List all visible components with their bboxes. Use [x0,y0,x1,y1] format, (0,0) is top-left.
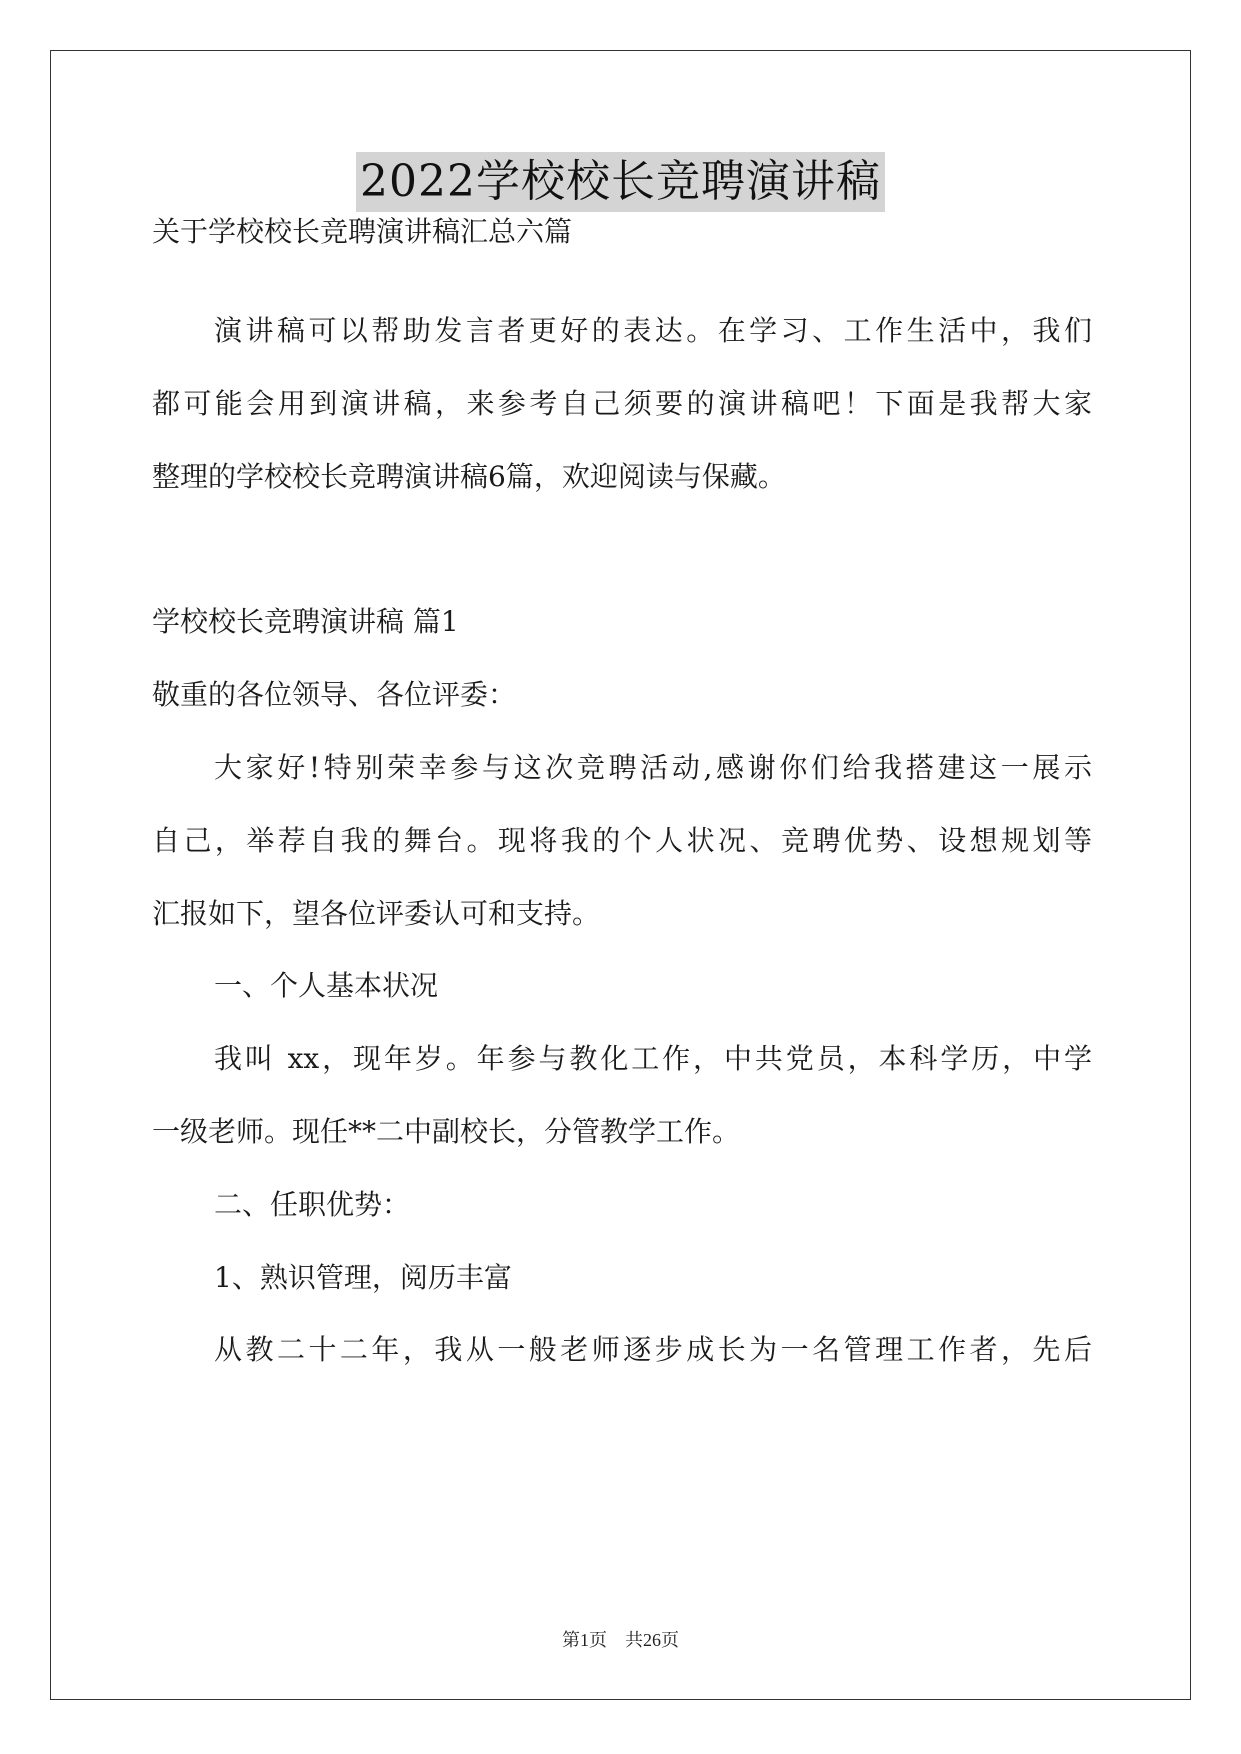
para2-line-1: 我叫 xx，现年岁。年参与教化工作，中共党员，本科学历，中学 [214,1042,1092,1075]
document-subtitle: 关于学校校长竞聘演讲稿汇总六篇 [152,215,573,248]
section-heading: 学校校长竞聘演讲稿 篇1 [152,605,459,638]
page-border [50,50,1191,1700]
para1-line-1: 大家好!特别荣幸参与这次竞聘活动,感谢你们给我搭建这一展示 [214,751,1092,784]
heading-management-experience: 1、熟识管理，阅历丰富 [214,1261,512,1294]
para1-line-3: 汇报如下，望各位评委认可和支持。 [152,897,601,930]
page-number: 第1页 [562,1630,607,1650]
document-title: 2022学校校长竞聘演讲稿 [356,152,885,212]
page-footer [0,1628,1241,1652]
page-total: 共26页 [625,1630,679,1650]
title-wrapper [0,152,1241,212]
salutation: 敬重的各位领导、各位评委： [152,678,517,711]
heading-personal-info: 一、个人基本状况 [214,969,439,1002]
para1-line-2: 自己，举荐自我的舞台。现将我的个人状况、竞聘优势、设想规划等 [152,824,1092,857]
heading-advantages: 二、任职优势： [214,1188,411,1221]
para3-line-1: 从教二十二年，我从一般老师逐步成长为一名管理工作者，先后 [214,1333,1092,1366]
intro-line-2: 都可能会用到演讲稿，来参考自己须要的演讲稿吧！下面是我帮大家 [152,387,1092,420]
intro-line-3: 整理的学校校长竞聘演讲稿6篇，欢迎阅读与保藏。 [152,460,786,493]
intro-line-1: 演讲稿可以帮助发言者更好的表达。在学习、工作生活中，我们 [214,314,1092,347]
para2-line-2: 一级老师。现任**二中副校长，分管教学工作。 [152,1115,741,1148]
